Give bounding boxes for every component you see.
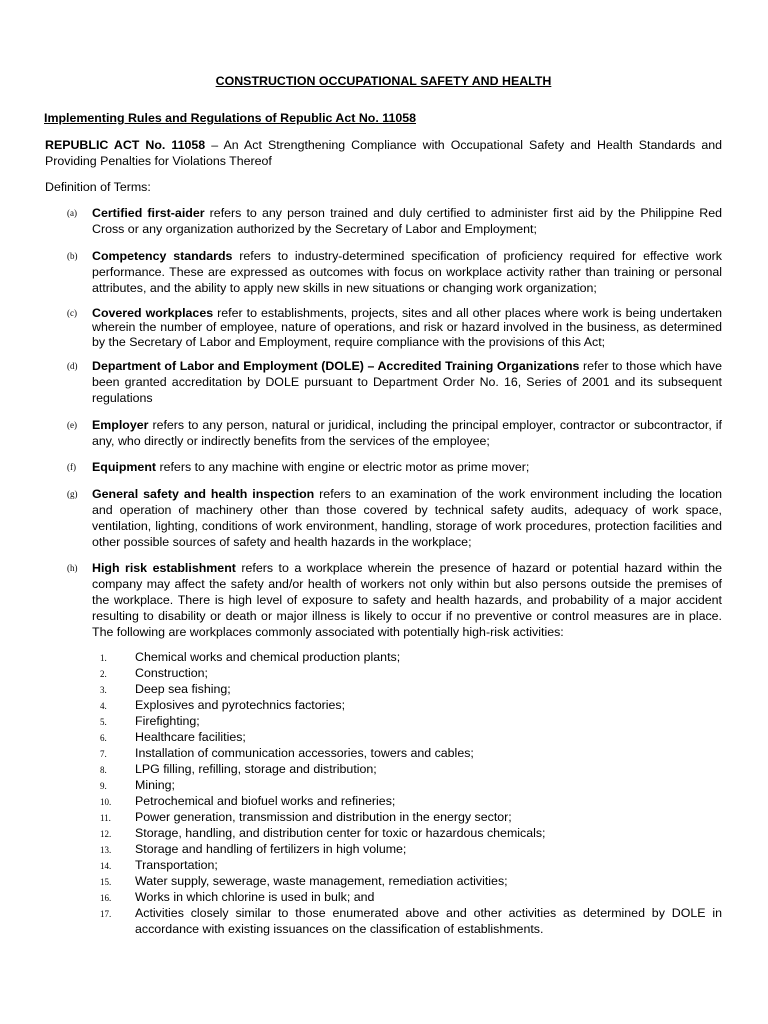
definition-term: Competency standards (92, 249, 233, 263)
definition-text: refer to establishments, projects, sites and all other places where work is being undertaken wherein the number of employee, nature of operations, and risk or hazard involved in the business, as determined by the Secretary of Labor and Employment, require compliance with the provisions of this Act; (92, 306, 722, 349)
list-number: 6. (100, 733, 107, 743)
list-number: 9. (100, 781, 107, 791)
list-text: Construction; (135, 666, 209, 680)
list-text: Chemical works and chemical production plants; (135, 650, 401, 664)
definition-term: High risk establishment (92, 561, 236, 575)
definition-marker: (c) (67, 308, 77, 318)
definition-term: Certified first-aider (92, 206, 205, 220)
list-number: 5. (100, 717, 107, 727)
definition-text: refer to those which have been granted accreditation by DOLE pursuant to Department Order No. 16, Series of 2001 and its subsequent regulations (92, 359, 722, 405)
list-text: Storage and handling of fertilizers in high volume; (135, 842, 407, 856)
definitions-heading: Definition of Terms: (45, 180, 151, 194)
list-text: Power generation, transmission and distribution in the energy sector; (135, 810, 512, 824)
list-text: Water supply, sewerage, waste management, remediation activities; (135, 874, 508, 888)
definition-body (92, 561, 722, 641)
definition-body (92, 487, 722, 551)
list-text: Deep sea fishing; (135, 682, 231, 696)
list-number: 10. (100, 797, 112, 807)
definition-term: Covered workplaces (92, 306, 214, 320)
definition-body (92, 249, 722, 297)
definition-body (92, 359, 722, 407)
list-number: 12. (100, 829, 112, 839)
list-number: 8. (100, 765, 107, 775)
definition-body (92, 306, 722, 349)
definition-marker: (a) (67, 208, 77, 218)
definition-text: refers to any person trained and duly certified to administer first aid by the Philippine Red Cross or any organization authorized by the Secretary of Labor and Employment; (92, 206, 722, 236)
definition-marker: (b) (67, 251, 78, 261)
list-number: 7. (100, 749, 107, 759)
list-text: Installation of communication accessories, towers and cables; (135, 746, 474, 760)
definition-marker: (e) (67, 420, 77, 430)
list-number: 14. (100, 861, 112, 871)
list-text: Petrochemical and biofuel works and refineries; (135, 794, 396, 808)
list-text: Mining; (135, 778, 175, 792)
definition-marker: (h) (67, 563, 78, 573)
definition-text: refers to an examination of the work environment including the location and operation of machinery other than those covered by technical safety audits, adequacy of work space, ventilation, lighting, conditions of work environment, handling, storage of work procedures, protection facilities and other possible sources of safety and health hazards in the workplace; (92, 487, 722, 549)
list-text: Explosives and pyrotechnics factories; (135, 698, 346, 712)
list-number: 15. (100, 877, 112, 887)
definition-marker: (g) (67, 489, 78, 499)
definition-text: refers to any person, natural or juridical, including the principal employer, contractor or subcontractor, if any, who directly or indirectly benefits from the services of the employee; (92, 418, 722, 448)
definition-term: Department of Labor and Employment (DOLE) – Accredited Training Organizations (92, 359, 580, 373)
definition-text: refers to industry-determined specification of proficiency required for effective work performance. These are expressed as outcomes with focus on workplace activity rather than training or personal attributes, and the ability to apply new skills in new situations or changing work organization; (92, 249, 722, 295)
list-text: LPG filling, refilling, storage and distribution; (135, 762, 377, 776)
definition-body (92, 460, 722, 476)
document-title: CONSTRUCTION OCCUPATIONAL SAFETY AND HEALTH (215, 74, 552, 88)
list-number: 16. (100, 893, 112, 903)
list-number: 3. (100, 685, 107, 695)
list-text: Works in which chlorine is used in bulk; and (135, 890, 375, 904)
list-text: Activities closely similar to those enumerated above and other activities as determined by DOLE in accordance with existing issuances on the classification of establishments. (135, 906, 722, 936)
definition-term: General safety and health inspection (92, 487, 315, 501)
list-number: 11. (100, 813, 111, 823)
list-text: Transportation; (135, 858, 218, 872)
list-text: Storage, handling, and distribution center for toxic or hazardous chemicals; (135, 826, 546, 840)
list-number: 2. (100, 669, 107, 679)
list-number: 1. (100, 653, 107, 663)
definition-text: refers to any machine with engine or electric motor as prime mover; (156, 460, 530, 474)
list-text: Healthcare facilities; (135, 730, 246, 744)
definition-text: refers to a workplace wherein the presence of hazard or potential hazard within the company may affect the safety and/or health of workers not only within but also persons outside the premises of the workplace. There is high level of exposure to safety and health hazards, and probability of a major accident resulting to disability or death or major illness is likely to occur if no preventive or control measures are in place. The following are workplaces commonly associated with potentially high-risk activities: (92, 561, 722, 639)
definition-marker: (f) (67, 462, 76, 472)
definition-marker: (d) (67, 361, 78, 371)
act-name: REPUBLIC ACT No. 11058 (45, 138, 206, 152)
act-paragraph (45, 137, 722, 169)
act-description: – An Act Strengthening Compliance with Occupational Safety and Health Standards and Providing Penalties for Violations Thereof (45, 138, 722, 168)
definition-body (92, 206, 722, 238)
list-number: 4. (100, 701, 107, 711)
list-number: 13. (100, 845, 112, 855)
list-number: 17. (100, 909, 112, 919)
document-subtitle: Implementing Rules and Regulations of Republic Act No. 11058 (44, 111, 417, 125)
list-text: Firefighting; (135, 714, 200, 728)
definition-term: Employer (92, 418, 149, 432)
definition-body (92, 418, 722, 450)
definition-term: Equipment (92, 460, 157, 474)
